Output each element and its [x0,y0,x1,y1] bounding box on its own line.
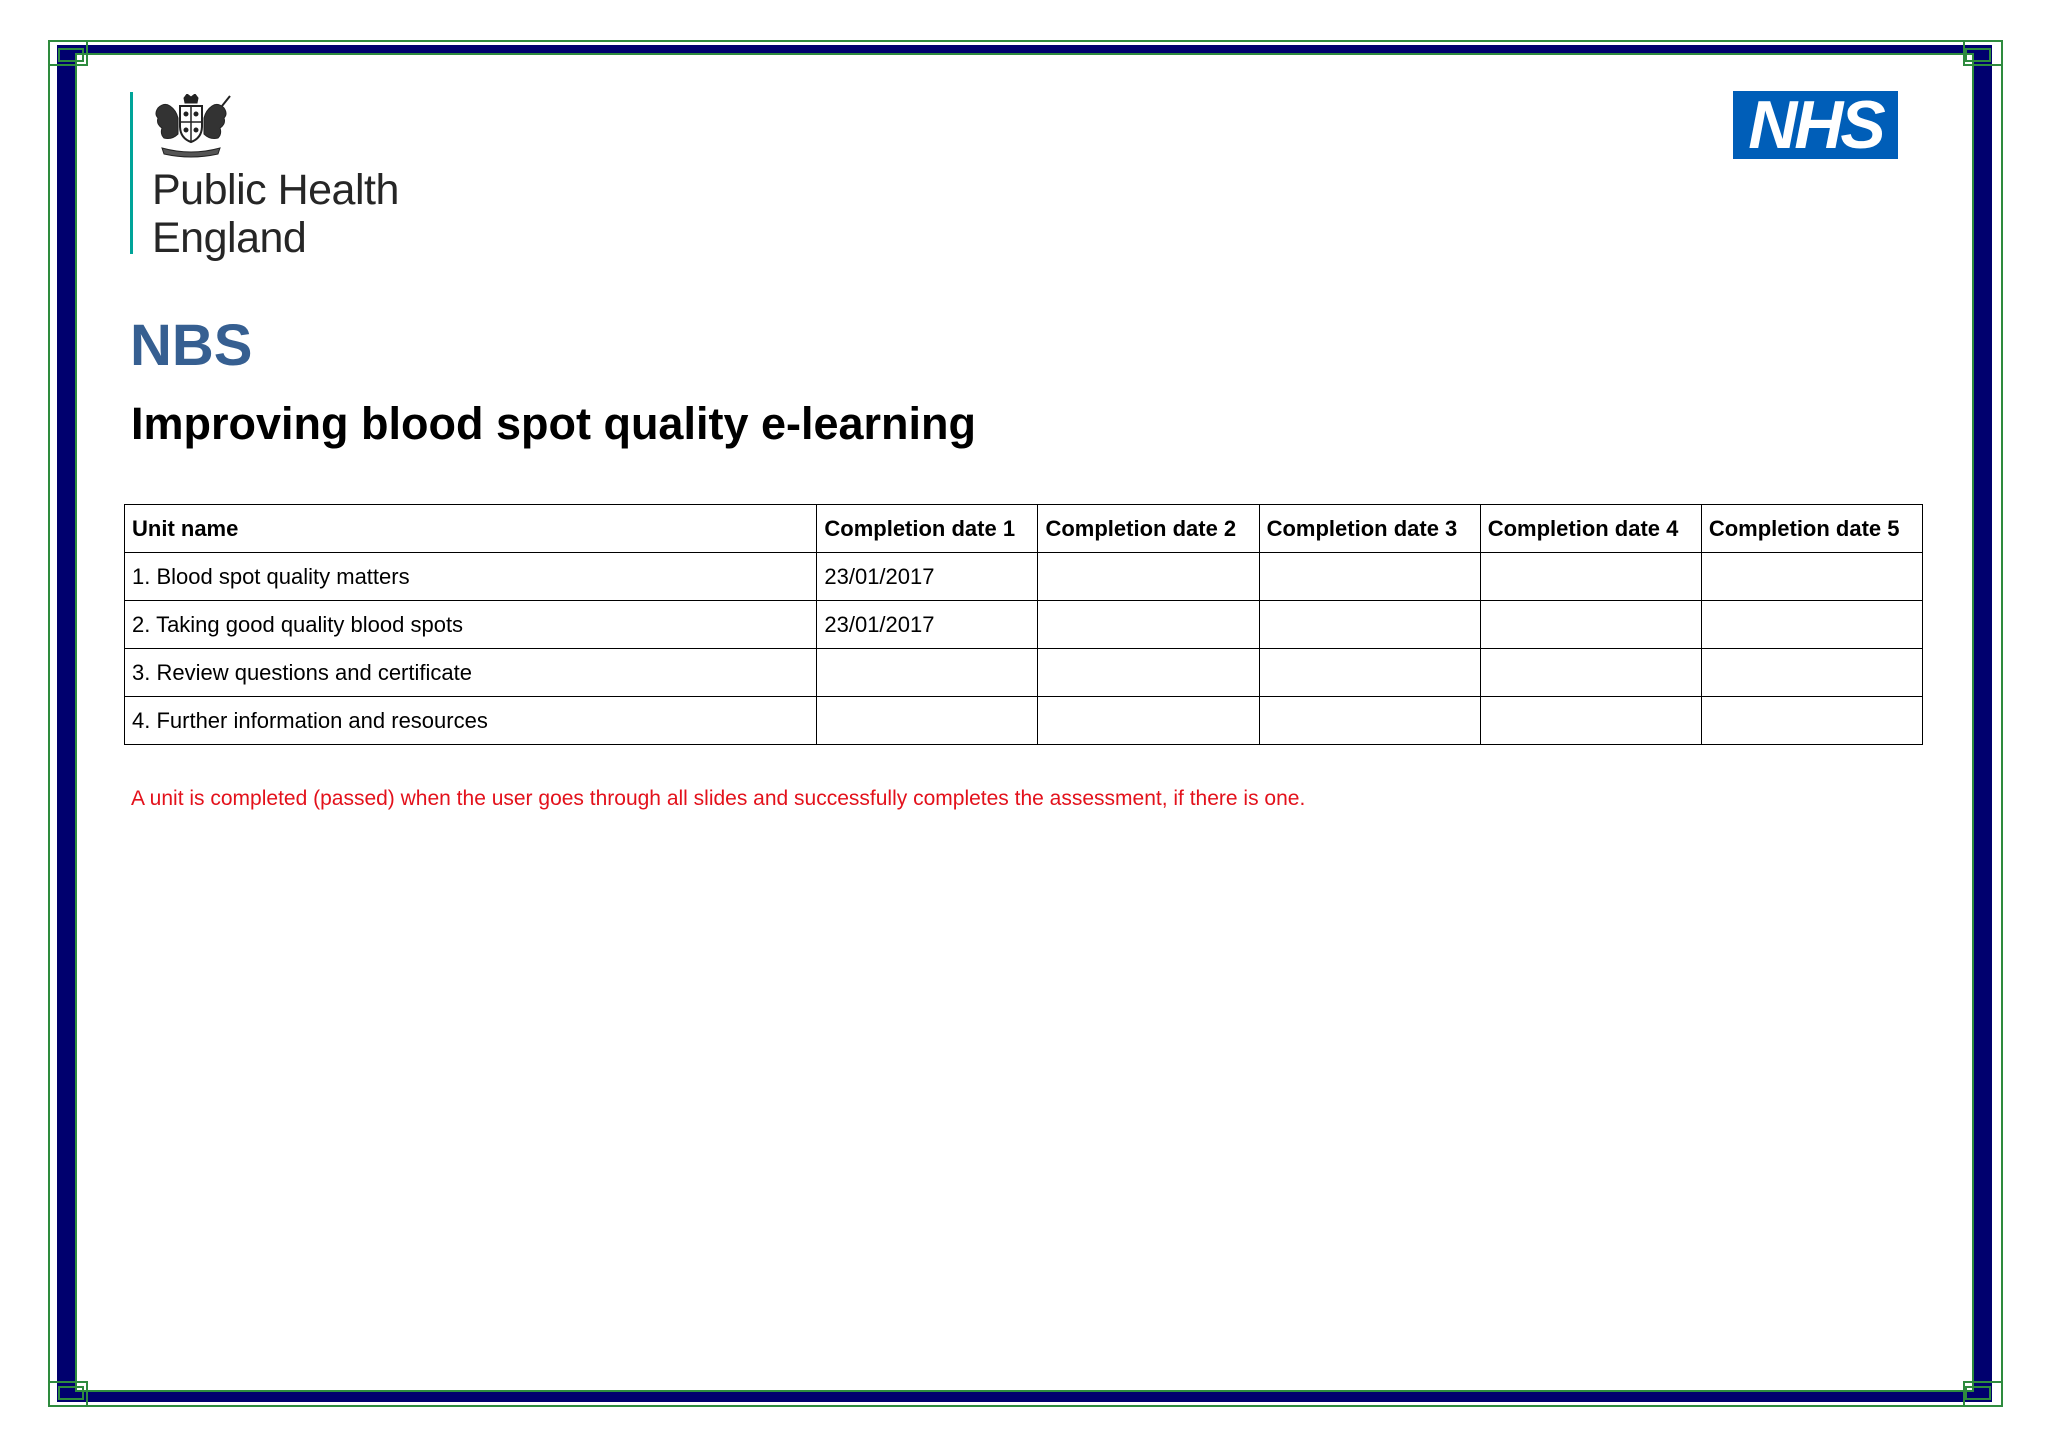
completion-date-cell [817,649,1038,697]
phe-logo-bar [130,92,133,254]
completion-date-cell [1701,601,1922,649]
course-subtitle: Improving blood spot quality e-learning [131,398,977,449]
corner-ornament-top-left-inner [58,48,84,62]
page-title: NBS [130,313,253,378]
completion-date-cell [1259,601,1480,649]
phe-logo-line1: Public Health [152,166,399,214]
phe-logo-line2: England [152,214,307,262]
unit-name-cell: 4. Further information and resources [125,697,817,745]
completion-date-cell [1701,649,1922,697]
column-header-unit-name: Unit name [125,505,817,553]
table-row [125,601,1923,649]
unit-name-cell: 2. Taking good quality blood spots [125,601,817,649]
completion-date-cell: 23/01/2017 [817,553,1038,601]
column-header-completion-date-1: Completion date 1 [817,505,1038,553]
column-header-completion-date-3: Completion date 3 [1259,505,1480,553]
corner-ornament-bottom-left-inner [58,1386,84,1400]
unit-name-cell: 1. Blood spot quality matters [125,553,817,601]
completion-date-cell [1259,649,1480,697]
completion-date-cell [1038,601,1259,649]
royal-crest-icon [150,94,232,160]
completion-date-cell [1701,553,1922,601]
column-header-completion-date-2: Completion date 2 [1038,505,1259,553]
completion-date-cell [1480,697,1701,745]
completion-date-cell [1480,601,1701,649]
completion-date-cell: 23/01/2017 [817,601,1038,649]
completion-date-cell [1038,697,1259,745]
completion-date-cell [1701,697,1922,745]
phe-logo-text [152,166,399,262]
completion-date-cell [1038,553,1259,601]
nhs-logo: NHS [1733,91,1898,159]
completion-date-cell [1259,553,1480,601]
completion-date-cell [1480,553,1701,601]
table-header-row [125,505,1923,553]
corner-ornament-bottom-right-inner [1965,1386,1991,1400]
phe-logo [130,92,430,264]
column-header-completion-date-5: Completion date 5 [1701,505,1922,553]
completion-date-cell [1038,649,1259,697]
table-row [125,553,1923,601]
table-row [125,697,1923,745]
column-header-completion-date-4: Completion date 4 [1480,505,1701,553]
completion-note: A unit is completed (passed) when the user goes through all slides and successfully completes the assessment, if there is one. [131,787,1306,810]
completion-table [124,504,1923,745]
table-row [125,649,1923,697]
completion-date-cell [817,697,1038,745]
unit-name-cell: 3. Review questions and certificate [125,649,817,697]
corner-ornament-top-right-inner [1965,48,1991,62]
completion-date-cell [1480,649,1701,697]
completion-date-cell [1259,697,1480,745]
